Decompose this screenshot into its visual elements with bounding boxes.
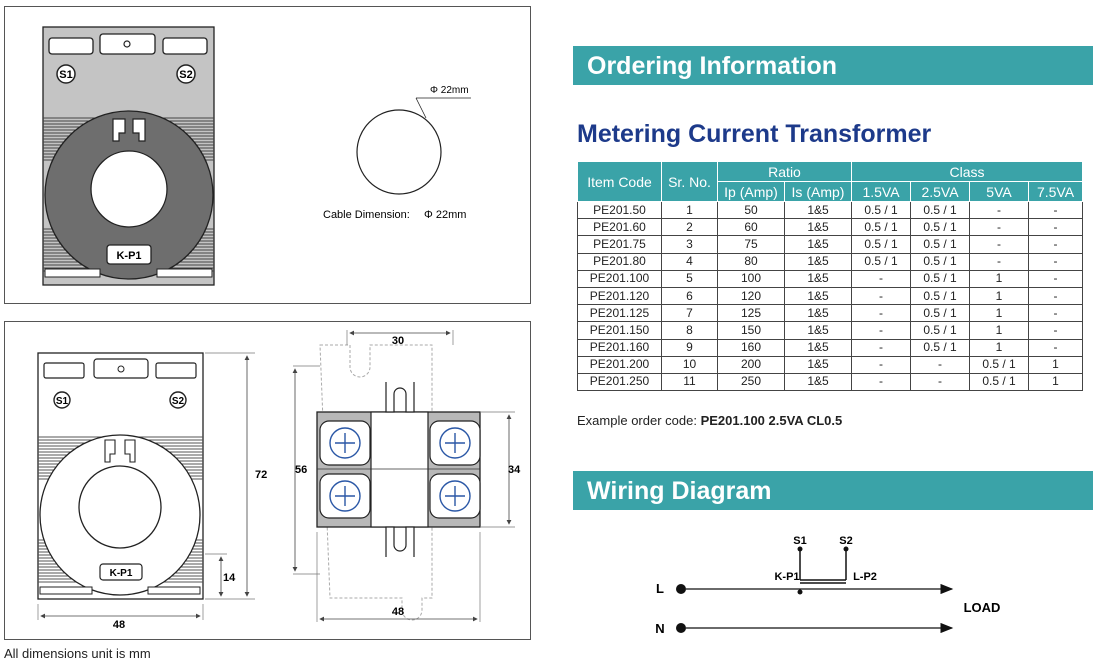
table-cell: 0.5 / 1 [852, 253, 911, 270]
table-row [578, 356, 1083, 373]
table-cell: 4 [662, 253, 718, 270]
table-cell: 1&5 [785, 287, 852, 304]
table-row [578, 339, 1083, 356]
table-cell: - [852, 322, 911, 339]
wiring-s2-label: S2 [839, 535, 853, 547]
table-cell: 6 [662, 287, 718, 304]
table-cell: - [1029, 339, 1083, 356]
table-cell: - [852, 373, 911, 390]
table-cell: 0.5 / 1 [911, 253, 970, 270]
table-cell: - [852, 356, 911, 373]
table-cell: - [970, 202, 1029, 219]
table-cell: 150 [718, 322, 785, 339]
table-row [578, 219, 1083, 236]
table-cell: 8 [662, 322, 718, 339]
table-cell: 0.5 / 1 [911, 202, 970, 219]
table-cell: PE201.75 [578, 236, 662, 253]
table-cell: PE201.80 [578, 253, 662, 270]
dimension-34: 34 [508, 464, 521, 476]
table-cell: 1 [970, 287, 1029, 304]
table-cell: - [1029, 202, 1083, 219]
table-cell: 75 [718, 236, 785, 253]
table-cell: 0.5 / 1 [911, 270, 970, 287]
table-row [578, 287, 1083, 304]
table-cell: 7 [662, 305, 718, 322]
table-cell: 100 [718, 270, 785, 287]
table-cell: PE201.120 [578, 287, 662, 304]
table-cell: PE201.200 [578, 356, 662, 373]
col-5va: 5VA [970, 182, 1029, 202]
table-cell: 1&5 [785, 305, 852, 322]
ordering-table [577, 161, 1083, 391]
table-row [578, 373, 1083, 390]
table-cell: - [911, 356, 970, 373]
table-cell: - [1029, 287, 1083, 304]
wiring-diagram [640, 528, 1040, 638]
line-n-label: N [655, 621, 665, 636]
table-cell: - [1029, 219, 1083, 236]
model-label: K-P1 [116, 250, 142, 262]
table-cell: 1 [1029, 356, 1083, 373]
s1-terminal-label: S1 [55, 396, 69, 407]
example-order-code [577, 413, 842, 428]
dimension-14: 14 [223, 572, 236, 584]
col-is: Is (Amp) [785, 182, 852, 202]
table-cell: 11 [662, 373, 718, 390]
top-drawing [5, 7, 530, 303]
table-cell: 0.5 / 1 [852, 219, 911, 236]
table-cell: - [911, 373, 970, 390]
table-row [578, 270, 1083, 287]
dimension-30: 30 [391, 335, 405, 347]
table-cell: 60 [718, 219, 785, 236]
table-cell: 10 [662, 356, 718, 373]
table-cell: - [1029, 305, 1083, 322]
table-cell: 1 [1029, 373, 1083, 390]
col-1-5va: 1.5VA [852, 182, 911, 202]
table-cell: PE201.50 [578, 202, 662, 219]
table-cell: 1 [970, 305, 1029, 322]
table-cell: 0.5 / 1 [911, 287, 970, 304]
dimension-56: 56 [295, 464, 308, 476]
dimension-48-right: 48 [391, 606, 405, 618]
table-cell: 0.5 / 1 [852, 202, 911, 219]
table-cell: PE201.250 [578, 373, 662, 390]
table-cell: 1 [970, 339, 1029, 356]
table-cell: PE201.60 [578, 219, 662, 236]
s2-terminal-label: S2 [171, 396, 185, 407]
table-cell: 80 [718, 253, 785, 270]
table-cell: 1&5 [785, 202, 852, 219]
col-item-code: Item Code [578, 162, 662, 202]
table-cell: 0.5 / 1 [911, 219, 970, 236]
col-7-5va: 7.5VA [1029, 182, 1083, 202]
line-l-label: L [656, 581, 664, 596]
col-sr-no: Sr. No. [662, 162, 718, 202]
table-cell: 50 [718, 202, 785, 219]
table-cell: 1&5 [785, 373, 852, 390]
table-cell: 1&5 [785, 356, 852, 373]
table-cell: - [852, 305, 911, 322]
col-class: Class [852, 162, 1083, 182]
top-drawing-panel [4, 6, 531, 304]
dimension-72: 72 [255, 469, 268, 481]
cable-dimension-label: Cable Dimension: [323, 209, 410, 221]
table-cell: 0.5 / 1 [852, 236, 911, 253]
example-code: PE201.100 2.5VA CL0.5 [700, 413, 843, 428]
table-cell: PE201.150 [578, 322, 662, 339]
table-cell: 1&5 [785, 253, 852, 270]
table-cell: 0.5 / 1 [911, 339, 970, 356]
table-cell: 0.5 / 1 [911, 236, 970, 253]
table-cell: PE201.100 [578, 270, 662, 287]
table-row [578, 236, 1083, 253]
table-cell: - [1029, 253, 1083, 270]
ordering-information-header: Ordering Information [573, 46, 1093, 85]
col-ip: Ip (Amp) [718, 182, 785, 202]
table-cell: 2 [662, 219, 718, 236]
wiring-lp2-label: L-P2 [853, 571, 877, 583]
table-row [578, 305, 1083, 322]
table-cell: - [852, 270, 911, 287]
table-cell: 1&5 [785, 322, 852, 339]
bottom-drawing-panel [4, 321, 531, 640]
table-row [578, 322, 1083, 339]
table-cell: 1 [970, 270, 1029, 287]
dimension-48-left: 48 [112, 619, 126, 631]
table-cell: 1&5 [785, 270, 852, 287]
table-cell: - [1029, 270, 1083, 287]
table-cell: 120 [718, 287, 785, 304]
cable-dimension-value: Φ 22mm [424, 209, 467, 221]
s2-terminal-label: S2 [179, 69, 193, 81]
table-cell: PE201.160 [578, 339, 662, 356]
table-cell: 5 [662, 270, 718, 287]
load-label: LOAD [963, 600, 1001, 615]
table-cell: - [970, 253, 1029, 270]
example-label: Example order code: [577, 413, 697, 428]
dimension-footnote: All dimensions unit is mm [4, 646, 151, 661]
table-cell: 0.5 / 1 [970, 373, 1029, 390]
table-cell: 1&5 [785, 236, 852, 253]
table-cell: - [970, 219, 1029, 236]
col-2-5va: 2.5VA [911, 182, 970, 202]
table-cell: - [852, 287, 911, 304]
metering-ct-title: Metering Current Transformer [577, 120, 932, 148]
dimension-drawing [5, 322, 530, 639]
table-cell: 1&5 [785, 219, 852, 236]
col-ratio: Ratio [718, 162, 852, 182]
wiring-kp1-label: K-P1 [774, 571, 800, 583]
table-cell: 0.5 / 1 [911, 322, 970, 339]
table-cell: 200 [718, 356, 785, 373]
model-label: K-P1 [109, 568, 133, 579]
table-cell: - [1029, 236, 1083, 253]
table-cell: 0.5 / 1 [911, 305, 970, 322]
table-cell: - [852, 339, 911, 356]
table-cell: 250 [718, 373, 785, 390]
table-cell: 1 [662, 202, 718, 219]
wiring-s1-label: S1 [793, 535, 807, 547]
table-cell: - [1029, 322, 1083, 339]
table-cell: 0.5 / 1 [970, 356, 1029, 373]
s1-terminal-label: S1 [59, 69, 73, 81]
table-cell: 1&5 [785, 339, 852, 356]
table-row [578, 202, 1083, 219]
table-cell: 3 [662, 236, 718, 253]
table-cell: - [970, 236, 1029, 253]
table-cell: 1 [970, 322, 1029, 339]
phi-label: Φ 22mm [430, 85, 469, 96]
table-cell: 9 [662, 339, 718, 356]
table-cell: PE201.125 [578, 305, 662, 322]
table-row [578, 253, 1083, 270]
table-cell: 125 [718, 305, 785, 322]
wiring-diagram-header: Wiring Diagram [573, 471, 1093, 510]
table-cell: 160 [718, 339, 785, 356]
